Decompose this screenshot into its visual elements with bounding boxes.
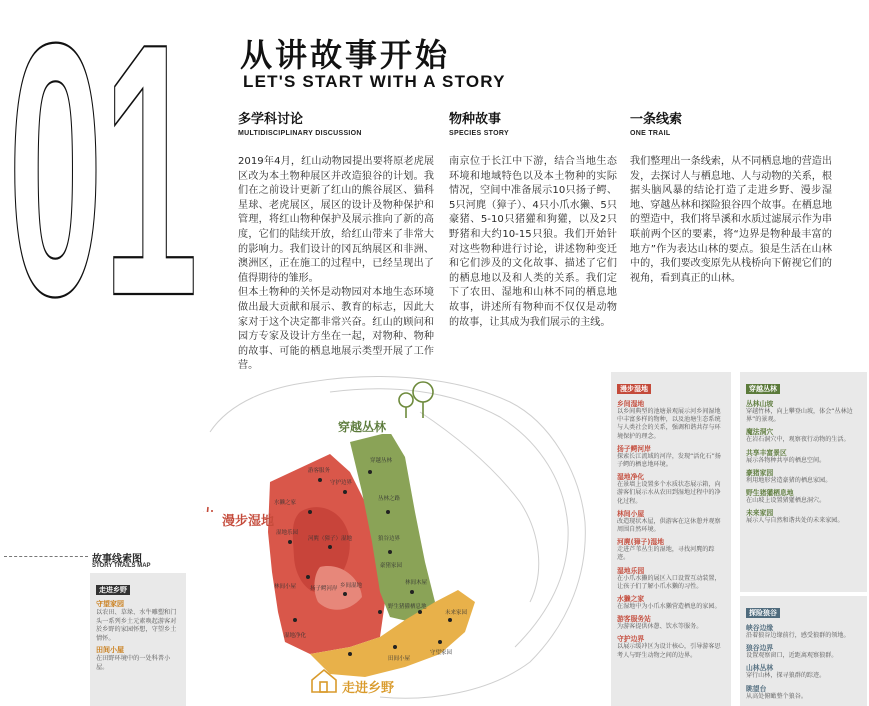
map-label: 湿地净化: [284, 633, 307, 639]
card-item-heading: 守望家园: [96, 600, 124, 608]
card-item-heading: 守护边界: [617, 635, 645, 644]
card-item-heading: 林间小屋: [617, 509, 645, 518]
card-item-text: 展示各物种共享的栖息空间。: [746, 456, 826, 464]
card-item-text: 以农田、草垛、水牛雕塑和门头一系列乡土元素唤起游客对於乡野的家园怀想，守望乡土情怀。: [96, 609, 177, 642]
column-paragraph: 南京位于长江中下游，结合当地生态环境和地域特色以及本土物种的实际情况，空间中准备展示10只扬子鳄、5只河麂（獐子）、4只小爪水獭、5只豪猪、5-10只猪獾和狗獾，以及2只野猪和大约10-15只狼。我们开始针对这些物种进行讨论，讲述物种变迁和它们涉及的文化故事、描述了它们的栖息地以及和人类的关系。我们定下了农田、湿地和山林不同的栖息地故事，讲述所有物种而不仅仅是动物的故事，让其成为我们展示的主线。: [449, 156, 617, 328]
column-subtitle: MULTIDISCIPLINARY DISCUSSION: [238, 130, 362, 137]
countryside-info-card: [90, 573, 186, 706]
story-trails-map: [190, 362, 602, 706]
forest-info-card: [740, 372, 867, 592]
map-label: 守护边界: [330, 480, 353, 486]
card-item-text: 在小爪水獭的展区入口设置互动装置，让孩子们了解小爪水獭的习性。: [617, 574, 721, 590]
card-item-text: 利用地形营造豪猪的栖息家园。: [746, 476, 832, 484]
map-label: 未来家园: [445, 610, 468, 616]
map-label: 狼谷边界: [378, 536, 401, 542]
map-label: 林间木屋: [405, 580, 428, 586]
map-label: 丛林之路: [378, 496, 401, 502]
page-title: 从讲故事开始: [240, 36, 451, 74]
column-title: 多学科讨论: [238, 112, 304, 127]
map-legend-subtitle: STORY TRAILS MAP: [92, 563, 151, 569]
card-item-text: 在岩石洞穴中，观察夜行动物的生活。: [746, 436, 850, 444]
card-item-heading: 乡间湿地: [617, 400, 645, 408]
card-item-heading: 共享丰富景区: [746, 448, 787, 457]
column-multidisciplinary: [238, 108, 434, 374]
card-item-heading: 峡谷边缘: [746, 624, 774, 632]
card-item-heading: 眺望台: [746, 684, 767, 693]
card-item-heading: 湿地净化: [617, 473, 645, 482]
map-label: 乡间湿地: [340, 583, 363, 589]
chapter-number-graphic: [8, 4, 198, 304]
card-item-text: 走进芦苇丛生的湿地，寻找河麂的踪迹。: [617, 546, 715, 562]
card-item-text: 在湿地中为小爪水獭营造栖息的家园。: [617, 603, 721, 611]
card-item-text: 穿越竹林，向上攀登山坡，体会“丛林边界”的景观。: [746, 408, 853, 424]
card-band: 穿越丛林: [746, 384, 780, 394]
zone-label-forest: 穿越丛林: [338, 420, 387, 434]
column-paragraph: 我们整理出一条线索，从不同栖息地的营造出发，去探讨人与栖息地、人与动物的关系，根据头脑风暴的结论打造了走进乡野、漫步湿地、穿越丛林和探险狼谷四个故事。在栖息地的塑造中，我们将旱溪和水质过滤展示作为串联前两个区的要素，将“边界是物种最丰富的地方”作为表达山林的要点。狼是生活在山林中的，我们要改变原先从栈桥向下俯视它们的视角，看到真正的山林。: [630, 156, 832, 284]
column-paragraph: 2019年4月，红山动物园提出要将原老虎展区改为本土物种展区并改造狼谷的计划。我们在之前设计更新了红山的熊谷展区、猫科星球、老虎展区，展区的设计及物种保护和管理，将红山物种保护及展示推向了新的高度，它们的陆续开放，给红山带来了非常大的影响力。我们设计的冈瓦纳展区和非洲、澳洲区，正在施工的过程中，已经呈现出了值得期待的雏形。: [238, 156, 434, 284]
card-item-heading: 豪猪家园: [746, 468, 774, 477]
card-item-text: 以乡间典型的池塘景观展示河乡间湿地中丰富多样的物种，以及池塘生态系统与人类社会的关系，强调和谐共存与环境保护的理念。: [617, 408, 721, 440]
map-label: 豪猪家园: [380, 563, 403, 569]
map-label: 野生猪獾栖息地: [388, 604, 427, 610]
page-title-en: LET'S START WITH A STORY: [243, 72, 506, 91]
zone-label-countryside: 走进乡野: [342, 681, 395, 696]
column-subtitle: SPECIES STORY: [449, 130, 509, 137]
card-item-text: 在山坡上设置猪獾栖息洞穴。: [746, 497, 826, 505]
card-band: 探险狼谷: [746, 608, 780, 618]
card-item-text: 改造现状木屋，供游客在这休憩并观察周围自然环境。: [617, 517, 721, 534]
column-title: 一条线索: [630, 112, 683, 127]
card-item-heading: 魔法洞穴: [746, 428, 774, 437]
map-label: 穿越丛林: [370, 458, 393, 464]
card-item-heading: 田间小屋: [96, 646, 124, 655]
card-item-heading: 未来家园: [746, 509, 774, 518]
card-item-text: 设置观察窗口，近距离观察狼群。: [746, 652, 838, 660]
card-item-text: 穿行山林，探寻狼群的踪迹。: [746, 672, 826, 680]
wetland-info-card: [611, 372, 731, 706]
card-item-text: 在景墙上设置多个水质状态展示箱，向游客们展示水从农田到湿地过程中的净化过程。: [617, 481, 721, 505]
card-item-text: 为游客提供休憩、饮水等服务。: [617, 623, 703, 631]
map-label: 河麂（獐子）湿地: [308, 536, 353, 542]
column-title: 物种故事: [449, 112, 502, 127]
map-label: 扬子鳄河岸: [310, 586, 338, 592]
wolf-valley-info-card: [740, 596, 867, 706]
map-label: 游客服务: [308, 468, 331, 474]
card-item-heading: 山林丛林: [746, 664, 774, 673]
map-label: 田间小屋: [388, 656, 411, 662]
card-band: 漫步湿地: [617, 384, 651, 394]
column-paragraph: 但本土物种的关怀是动物园对本地生态环境做出最大贡献和展示、教育的标志，因此大家对于这个决定都非常兴奋。红山的顾问和园方专家及设计方坐在一起，对物种、物种的故事、可能的栖息地展示类型开展了工作营。: [238, 287, 434, 372]
column-subtitle: ONE TRAIL: [630, 130, 671, 137]
card-item-text: 从高处俯瞰整个狼谷。: [746, 692, 807, 700]
zone-label-wetland: 漫步湿地: [222, 514, 275, 529]
card-item-heading: 水獭之家: [617, 595, 645, 604]
card-item-heading: 湿地乐园: [617, 566, 645, 575]
card-item-heading: 扬子鳄河岸: [617, 444, 651, 453]
card-item-text: 探索长江流域的河岸，发现“活化石”扬子鳄的栖息地环境。: [617, 452, 721, 469]
card-item-text: 沿着狼谷边缘前行，感受狼群的领地。: [746, 632, 850, 639]
tree-icon: [399, 382, 433, 418]
card-item-text: 展示人与自然和谐共处的未来家园。: [746, 517, 844, 525]
map-label: 水獭之家: [274, 500, 297, 506]
column-one-trail: [630, 108, 832, 286]
card-item-text: 以展示缓冲区为设计核心，引导游客思考人与野生动物之间的边界。: [617, 643, 721, 659]
legend-divider: [4, 556, 88, 557]
map-label: 守望家园: [430, 650, 453, 656]
card-item-heading: 野生猪獾栖息地: [746, 489, 794, 498]
card-item-heading: 狼谷边界: [746, 644, 774, 653]
map-label: 林间小屋: [274, 584, 297, 590]
card-band: 走进乡野: [96, 585, 130, 595]
card-item-heading: 河麂(獐子)湿地: [617, 538, 664, 547]
card-item-text: 在田野环境中的一处科普小屋。: [96, 655, 171, 671]
card-item-heading: 丛林山坡: [746, 400, 774, 408]
card-item-heading: 游客服务站: [617, 615, 651, 624]
chapter-number: 01: [8, 4, 198, 304]
map-legend-title: 故事线索图: [92, 554, 142, 565]
column-species-story: [449, 108, 617, 330]
map-label: 湿地乐园: [276, 530, 299, 536]
